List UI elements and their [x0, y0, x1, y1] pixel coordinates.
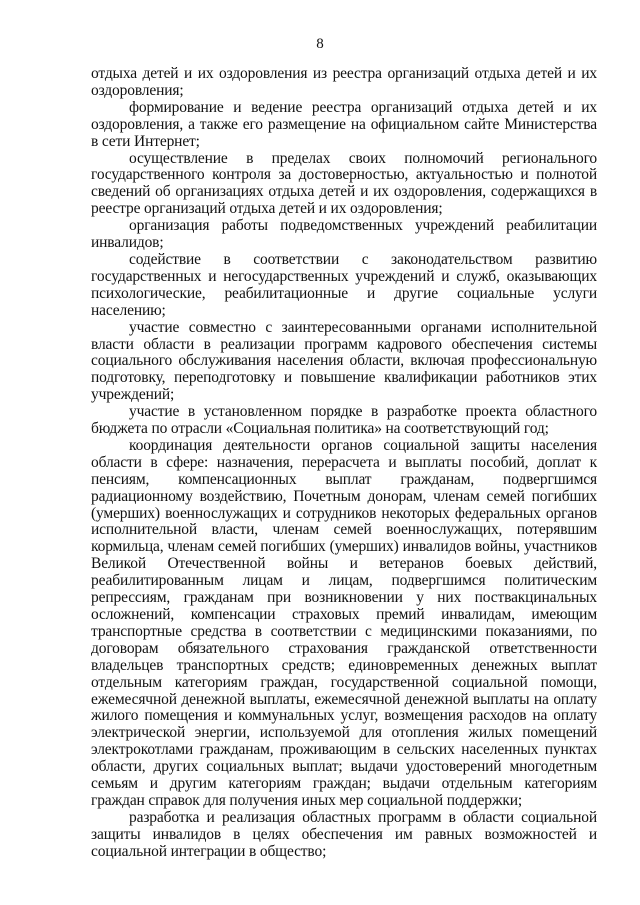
paragraph: организация работы подведомственных учреждений реабилитации инвалидов;	[91, 217, 597, 252]
paragraph: координация деятельности органов социальной защиты населения области в сфере: назначения, перерасчета и выплаты пособий, доплат к пенсиям, компенсационных выплат гражданам, подвергшимся радиационному воздействию, Почетным донорам, членам семей погибших (умерших) военнослужащих и сотрудников некоторых федеральных органов исполнительной власти, членам семей военнослужащих, потерявшим кормильца, членам семей погибших (умерших) инвалидов войны, участников Великой Отечественной войны и ветеранов боевых действий, реабилитированным лицам и лицам, подвергшимся политическим репрессиям, гражданам при возникновении у них поствакцинальных осложнений, компенсации страховых премий инвалидам, имеющим транспортные средства в соответствии с медицинскими показаниями, по договорам обязательного страхования гражданской ответственности владельцев транспортных средств; единовременных денежных выплат отдельным категориям граждан, государственной социальной помощи, ежемесячной денежной выплаты, ежемесячной денежной выплаты на оплату жилого помещения и коммунальных услуг, возмещения расходов на оплату электрической энергии, используемой для отопления жилых помещений электрокотлами гражданам, проживающим в сельских населенных пунктах области, других социальных выплат; выдачи удостоверений многодетным семьям и другим категориям граждан; выдачи отдельным категориям граждан справок для получения иных мер социальной поддержки;	[91, 436, 597, 809]
paragraph: участие в установленном порядке в разработке проекта областного бюджета по отрасли «Социальная политика» на соответствующий год;	[91, 403, 597, 438]
paragraph: осуществление в пределах своих полномочий регионального государственного контроля за достоверностью, актуальностью и полнотой сведений об организациях отдыха детей и их оздоровления, содержащихся в реестре организаций отдыха детей и их оздоровления;	[91, 149, 597, 218]
paragraph: разработка и реализация областных программ в области социальной защиты инвалидов в целях обеспечения им равных возможностей и социальной интеграции в общество;	[91, 808, 597, 860]
paragraph: участие совместно с заинтересованными органами исполнительной власти области в реализации программ кадрового обеспечения системы социального обслуживания населения области, включая профессиональную подготовку, переподготовку и повышение квалификации работников этих учреждений;	[91, 318, 597, 404]
document-body	[91, 66, 597, 861]
page-number: 8	[316, 36, 324, 52]
paragraph: формирование и ведение реестра организаций отдыха детей и их оздоровления, а также его размещение на официальном сайте Министерства в сети Интернет;	[91, 98, 597, 150]
paragraph: содействие в соответствии с законодательством развитию государственных и негосударственных учреждений и служб, оказывающих психологические, реабилитационные и другие социальные услуги населению;	[91, 250, 597, 319]
paragraph: отдыха детей и их оздоровления из реестра организаций отдыха детей и их оздоровления;	[91, 65, 597, 99]
